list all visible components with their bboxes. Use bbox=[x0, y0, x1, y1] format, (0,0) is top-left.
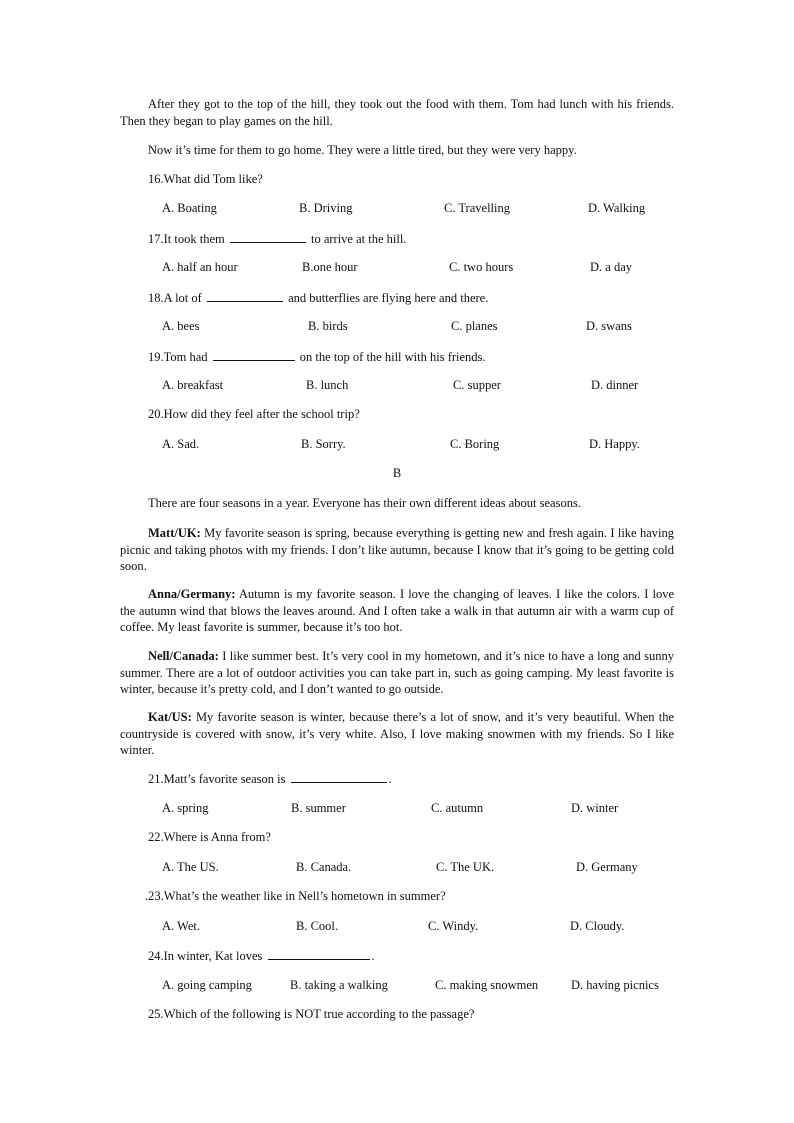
option-d: D. Walking bbox=[588, 201, 646, 215]
question-23: .23.What’s the weather like in Nell’s hometown in summer? bbox=[145, 889, 446, 903]
option-a: A. spring bbox=[162, 801, 209, 815]
option-a: A. The US. bbox=[162, 860, 219, 874]
speaker-text: My favorite season is winter, because there’s a lot of snow, and it’s very beautiful. When the countryside is covered with snow, it’s very white. Also, I love making snowmen with my friends. So I like winter. bbox=[120, 710, 674, 757]
option-d: D. having picnics bbox=[571, 978, 659, 992]
question-21 bbox=[148, 771, 392, 787]
question-18-options bbox=[162, 319, 682, 335]
question-19 bbox=[148, 349, 486, 365]
option-d: D. Happy. bbox=[589, 437, 640, 451]
option-c: C. two hours bbox=[449, 260, 514, 274]
option-b: B. Canada. bbox=[296, 860, 352, 874]
option-b: B. Driving bbox=[299, 201, 353, 215]
passage-a-paragraph-2: Now it’s time for them to go home. They were a little tired, but they were very happy. bbox=[148, 143, 577, 157]
option-c: C. Windy. bbox=[428, 919, 479, 933]
question-17 bbox=[148, 231, 406, 247]
speaker-text: My favorite season is spring, because everything is getting new and fresh again. I like having picnic and taking photos with my friends. I don’t like autumn, because I know that it’s going to be getting cold soon. bbox=[120, 526, 674, 573]
option-c: C. Travelling bbox=[444, 201, 510, 215]
speaker-text: Autumn is my favorite season. I love the changing of leaves. I like the colors. I love the autumn wind that blows the leaves around. And I often take a walk in that autumn air with a warm cup of coffee. My least favorite is summer, because it’s too hot. bbox=[120, 587, 674, 634]
passage-a-paragraph-1: After they got to the top of the hill, they took out the food with them. Tom had lunch with his friends. Then they began to play games on the hill. bbox=[120, 97, 674, 128]
section-b-heading: B bbox=[392, 466, 402, 480]
question-23-options bbox=[162, 919, 682, 935]
option-a: A. going camping bbox=[162, 978, 252, 992]
option-d: D. winter bbox=[571, 801, 619, 815]
question-16-options bbox=[162, 201, 682, 217]
option-c: C. The UK. bbox=[436, 860, 495, 874]
question-24-stem: 24.In winter, Kat loves bbox=[148, 949, 263, 963]
answer-blank bbox=[230, 231, 306, 243]
question-22: 22.Where is Anna from? bbox=[148, 830, 271, 844]
option-c: C. Boring bbox=[450, 437, 500, 451]
option-d: D. Cloudy. bbox=[570, 919, 625, 933]
answer-blank bbox=[213, 349, 295, 361]
speaker-nell bbox=[120, 648, 674, 698]
question-19-options bbox=[162, 378, 682, 394]
option-a: A. breakfast bbox=[162, 378, 224, 392]
option-d: D. Germany bbox=[576, 860, 638, 874]
question-18-stem-end: and butterflies are flying here and there. bbox=[288, 291, 489, 305]
speaker-name: Anna/Germany: bbox=[148, 587, 236, 601]
question-17-stem: 17.It took them bbox=[148, 232, 225, 246]
option-b: B. lunch bbox=[306, 378, 349, 392]
question-17-options bbox=[162, 260, 682, 276]
speaker-kat bbox=[120, 709, 674, 759]
option-b: B. taking a walking bbox=[290, 978, 388, 992]
option-b: B. birds bbox=[308, 319, 348, 333]
speaker-anna bbox=[120, 586, 674, 636]
answer-blank bbox=[291, 771, 387, 783]
question-21-stem-end: . bbox=[388, 772, 392, 786]
question-20: 20.How did they feel after the school trip? bbox=[148, 407, 360, 421]
question-20-options bbox=[162, 437, 682, 453]
option-a: A. half an hour bbox=[162, 260, 238, 274]
question-19-stem: 19.Tom had bbox=[148, 350, 208, 364]
answer-blank bbox=[268, 948, 370, 960]
option-c: C. supper bbox=[453, 378, 501, 392]
question-21-options bbox=[162, 801, 682, 817]
speaker-text: I like summer best. It’s very cool in my hometown, and it’s nice to have a long and sunny summer. There are a lot of outdoor activities you can take part in, such as going camping. My least favorite is winter, because it’s pretty cold, and I don’t wanted to go outside. bbox=[120, 649, 675, 696]
question-24 bbox=[148, 948, 375, 964]
question-17-stem-end: to arrive at the hill. bbox=[310, 232, 407, 246]
speaker-name: Nell/Canada: bbox=[148, 649, 219, 663]
option-a: A. bees bbox=[162, 319, 200, 333]
option-c: C. autumn bbox=[431, 801, 484, 815]
option-b: B. Cool. bbox=[296, 919, 339, 933]
option-a: A. Wet. bbox=[162, 919, 200, 933]
option-d: D. swans bbox=[586, 319, 632, 333]
speaker-name: Kat/US: bbox=[148, 710, 192, 724]
section-b-intro: There are four seasons in a year. Everyone has their own different ideas about seasons. bbox=[148, 496, 581, 510]
option-b: B. summer bbox=[291, 801, 346, 815]
speaker-matt bbox=[120, 525, 674, 575]
option-d: D. a day bbox=[590, 260, 632, 274]
speaker-name: Matt/UK: bbox=[148, 526, 201, 540]
question-18 bbox=[148, 290, 488, 306]
option-c: C. making snowmen bbox=[435, 978, 539, 992]
option-d: D. dinner bbox=[591, 378, 639, 392]
question-24-options bbox=[162, 978, 682, 994]
option-a: A. Boating bbox=[162, 201, 217, 215]
question-16: 16.What did Tom like? bbox=[148, 172, 263, 186]
question-19-stem-end: on the top of the hill with his friends. bbox=[299, 350, 486, 364]
option-b: B. Sorry. bbox=[301, 437, 346, 451]
option-c: C. planes bbox=[451, 319, 498, 333]
question-21-stem: 21.Matt’s favorite season is bbox=[148, 772, 286, 786]
answer-blank bbox=[207, 290, 283, 302]
question-25: 25.Which of the following is NOT true according to the passage? bbox=[148, 1007, 475, 1021]
question-18-stem: 18.A lot of bbox=[148, 291, 202, 305]
option-b: B.one hour bbox=[302, 260, 358, 274]
question-22-options bbox=[162, 860, 682, 876]
option-a: A. Sad. bbox=[162, 437, 200, 451]
question-24-stem-end: . bbox=[371, 949, 375, 963]
